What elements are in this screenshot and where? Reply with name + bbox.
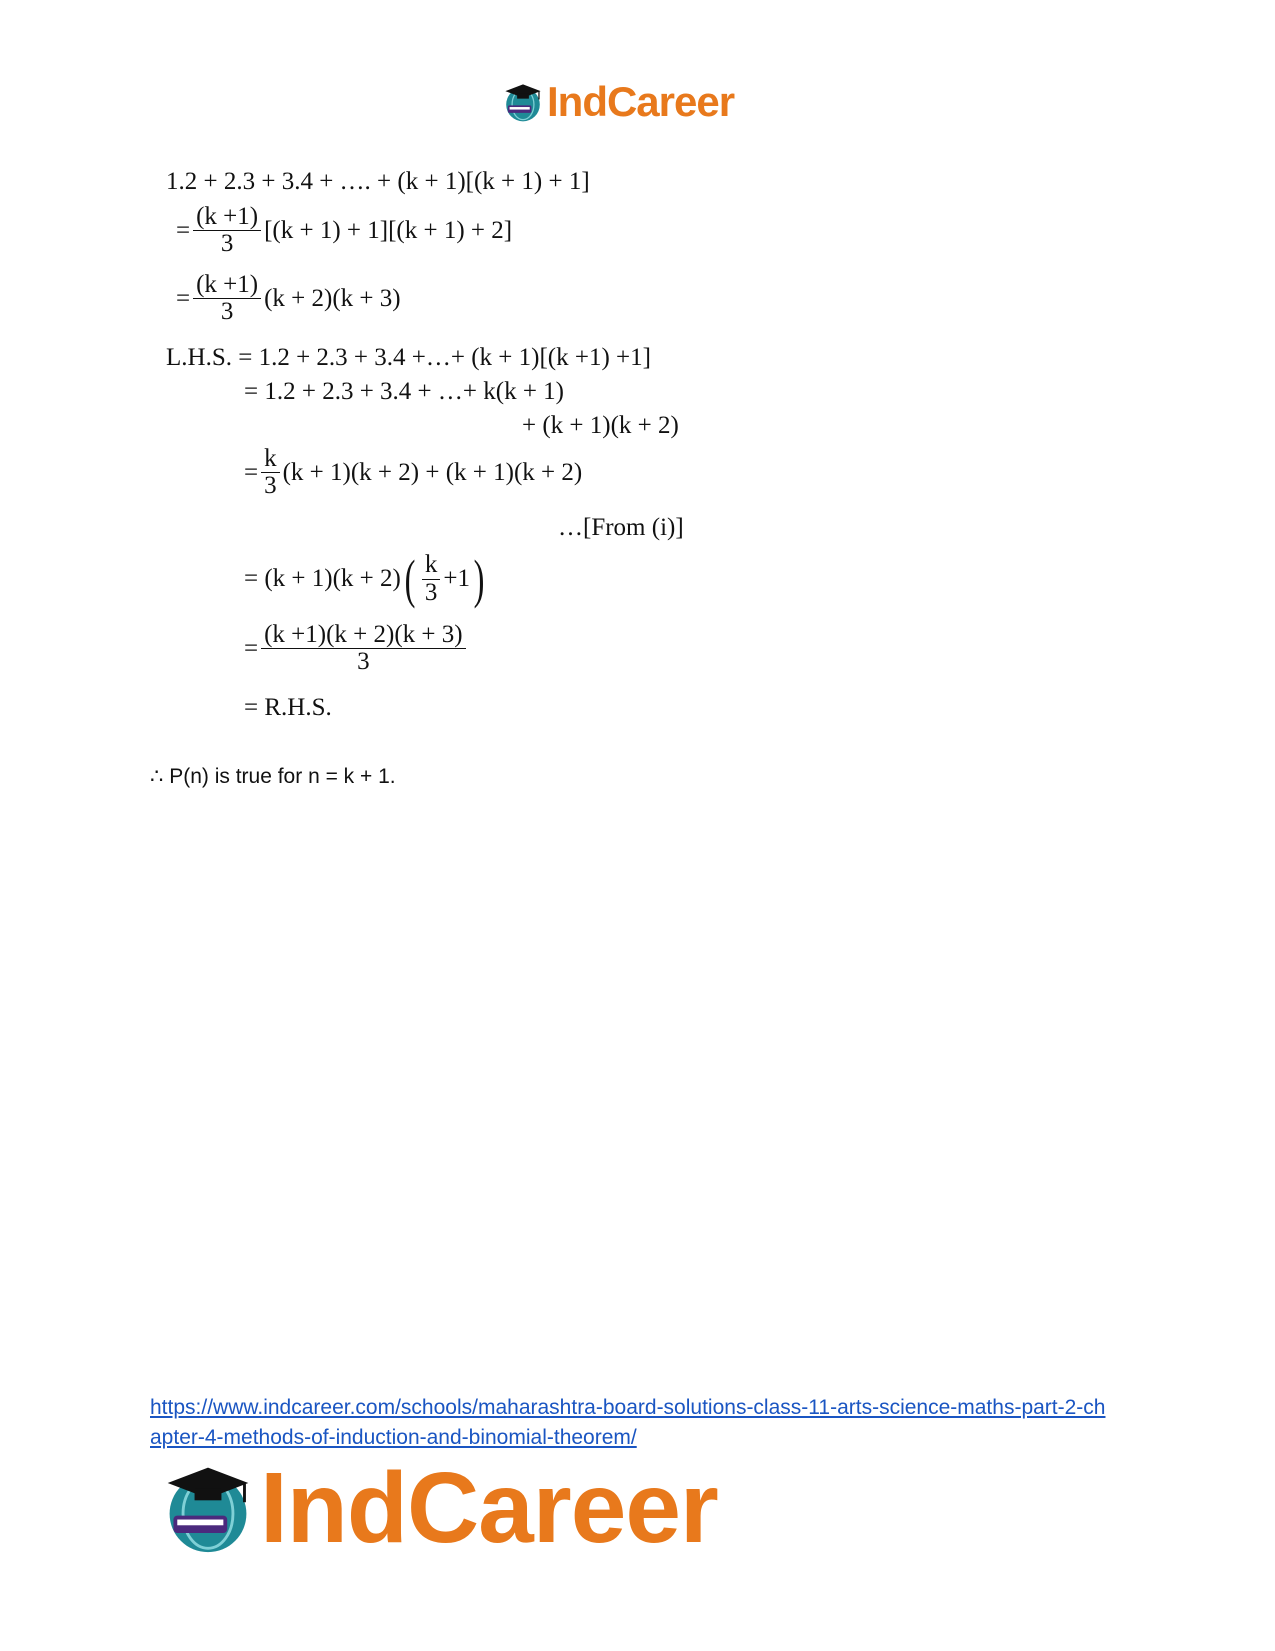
graduation-cap-book-globe-icon	[160, 1460, 256, 1556]
math-line-2: = $\frac{(k +1)}{3}$ [(k + 1) + 1][(k + 1) + 2]	[176, 203, 513, 258]
brand-name: IndCareer	[547, 78, 735, 125]
math-line-7: = $\frac{k}{3}$ (k + 1)(k + 2) + (k + 1)(k + 2)	[244, 445, 583, 500]
source-link[interactable]: https://www.indcareer.com/schools/maharashtra-board-solutions-class-11-arts-science-maths-part-2-chapter-4-methods-of-induction-and-binomial-theorem/	[150, 1396, 1106, 1449]
fraction: $\frac{(k +1)}{3}$	[193, 204, 261, 258]
header-logo	[502, 78, 734, 126]
math-line-10: = $\frac{(k +1)(k + 2)(k + 3)}{3}$	[244, 622, 469, 676]
math-line-11: = R.H.S.	[244, 694, 332, 721]
math-line-5: = 1.2 + 2.3 + 3.4 + …+ k(k + 1)	[244, 378, 564, 405]
fraction: $\frac{k}{3}$	[261, 446, 280, 500]
fraction: $\frac{(k +1)}{3}$	[193, 272, 261, 326]
math-line-1: 1.2 + 2.3 + 3.4 + …. + (k + 1)[(k + 1) + 1]	[166, 168, 590, 195]
fraction: $\frac{(k +1)(k + 2)(k + 3)}{3}$	[261, 622, 466, 676]
math-line-4: L.H.S. = 1.2 + 2.3 + 3.4 +…+ (k + 1)[(k +1) +1]	[166, 344, 651, 371]
math-line-8: …[From (i)]	[558, 514, 684, 541]
graduation-cap-book-globe-icon	[502, 81, 544, 123]
conclusion-text: ∴ P(n) is true for n = k + 1.	[150, 765, 396, 788]
brand-name: IndCareer	[260, 1452, 718, 1564]
math-line-9: = (k + 1)(k + 2) ( $\frac{k}{3}$ +1 )	[244, 549, 485, 609]
math-line-3: = $\frac{(k +1)}{3}$ (k + 2)(k + 3)	[176, 271, 401, 326]
math-line-6: + (k + 1)(k + 2)	[522, 412, 679, 439]
footer-logo	[160, 1452, 718, 1564]
fraction: $\frac{k}{3}$	[422, 552, 441, 606]
